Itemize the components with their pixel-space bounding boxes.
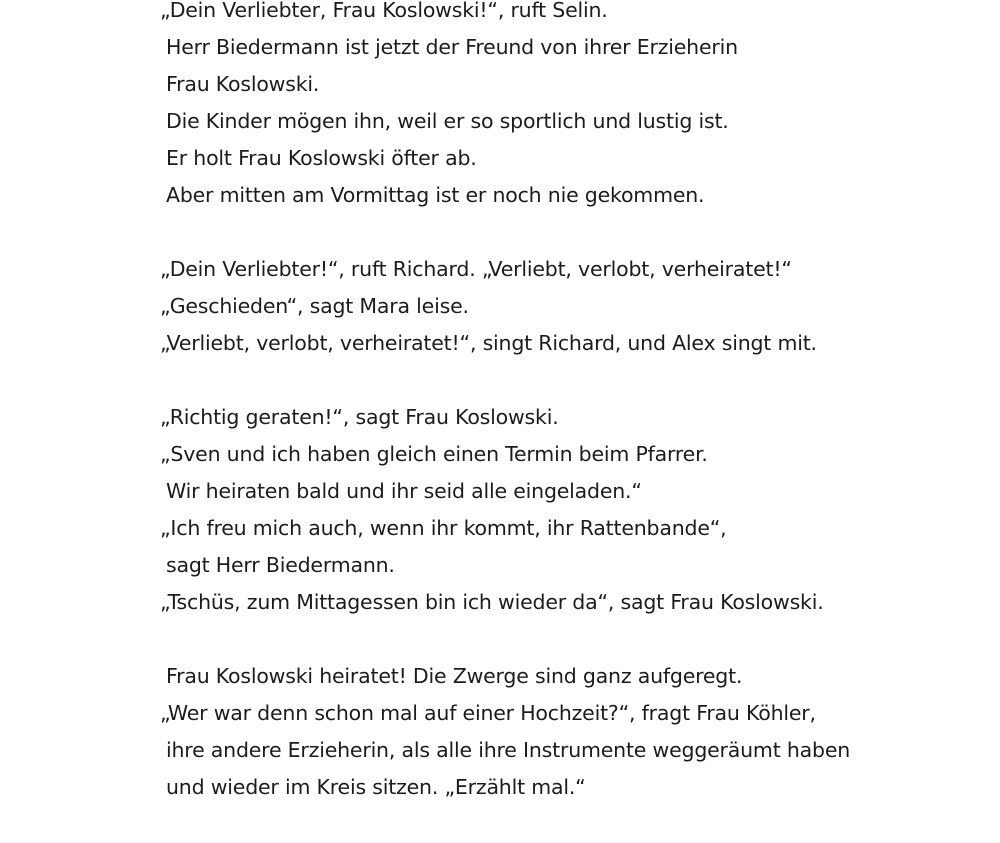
- text-line: „Ich freu mich auch, wenn ihr kommt, ihr Rattenbande“,: [160, 516, 727, 540]
- text-line: „Richtig geraten!“, sagt Frau Koslowski.: [160, 405, 559, 429]
- text-line: „Wer war denn schon mal auf einer Hochzeit?“, fragt Frau Köhler,: [160, 701, 816, 725]
- text-line: „Verliebt, verlobt, verheiratet!“, singt Richard, und Alex singt mit.: [160, 331, 817, 355]
- text-line: Frau Koslowski heiratet! Die Zwerge sind ganz aufgeregt.: [166, 664, 743, 688]
- text-line: sagt Herr Biedermann.: [166, 553, 395, 577]
- text-line: Er holt Frau Koslowski öfter ab.: [166, 146, 477, 170]
- text-line: „Dein Verliebter!“, ruft Richard. „Verliebt, verlobt, verheiratet!“: [160, 257, 792, 281]
- story-text: [160, 0, 920, 843]
- text-line: Wir heiraten bald und ihr seid alle eingeladen.“: [166, 479, 642, 503]
- paragraph: [160, 658, 920, 806]
- text-line: ihre andere Erzieherin, als alle ihre Instrumente weggeräumt haben: [166, 738, 851, 762]
- paragraph: [160, 399, 920, 621]
- text-line: Herr Biedermann ist jetzt der Freund von ihrer Erzieherin: [166, 35, 738, 59]
- text-line: und wieder im Kreis sitzen. „Erzählt mal.“: [166, 775, 586, 799]
- text-line: „Sven und ich haben gleich einen Termin beim Pfarrer.: [160, 442, 708, 466]
- text-line: „Geschieden“, sagt Mara leise.: [160, 294, 469, 318]
- paragraph: [160, 251, 920, 362]
- text-line: Frau Koslowski.: [166, 72, 320, 96]
- text-line: Aber mitten am Vormittag ist er noch nie gekommen.: [166, 183, 705, 207]
- text-line: Die Kinder mögen ihn, weil er so sportlich und lustig ist.: [166, 109, 729, 133]
- text-line: „Dein Verliebter, Frau Koslowski!“, ruft Selin.: [160, 0, 608, 22]
- paragraph: [160, 0, 920, 214]
- text-line: „Tschüs, zum Mittagessen bin ich wieder da“, sagt Frau Koslowski.: [160, 590, 824, 614]
